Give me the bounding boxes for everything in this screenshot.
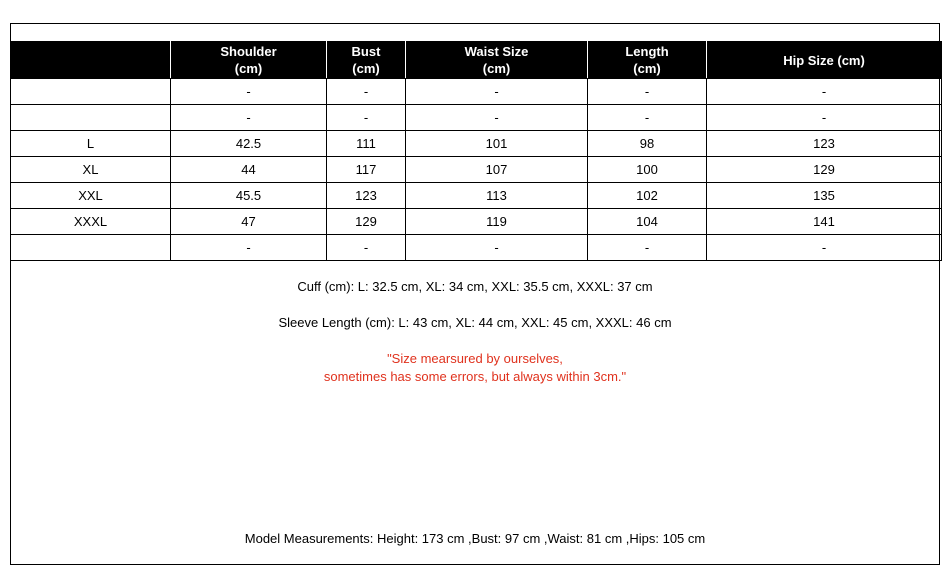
table-header-row — [11, 42, 942, 79]
cell-bust: - — [327, 79, 406, 105]
table-row — [11, 235, 942, 261]
cell-length: 100 — [588, 157, 707, 183]
cell-waist: 107 — [406, 157, 588, 183]
header-length: Length (cm) — [588, 42, 707, 79]
cell-shoulder: - — [171, 105, 327, 131]
cell-hip: 129 — [707, 157, 942, 183]
table-row — [11, 183, 942, 209]
header-size — [11, 42, 171, 79]
cell-size — [11, 105, 171, 131]
cell-bust: 117 — [327, 157, 406, 183]
cell-size: XL — [11, 157, 171, 183]
cell-length: 98 — [588, 131, 707, 157]
cell-size: XXXL — [11, 209, 171, 235]
cell-shoulder: 47 — [171, 209, 327, 235]
disclaimer-line-1: "Size mearsured by ourselves, — [387, 351, 563, 366]
cell-waist: 119 — [406, 209, 588, 235]
cell-hip: 141 — [707, 209, 942, 235]
model-measurements: Model Measurements: Height: 173 cm ,Bust: 97 cm ,Waist: 81 cm ,Hips: 105 cm — [244, 531, 706, 546]
cell-shoulder: 42.5 — [171, 131, 327, 157]
cell-waist: 101 — [406, 131, 588, 157]
cell-bust: 123 — [327, 183, 406, 209]
cell-waist: 113 — [406, 183, 588, 209]
cell-size — [11, 235, 171, 261]
header-shoulder: Shoulder (cm) — [171, 42, 327, 79]
table-row — [11, 157, 942, 183]
header-waist-size: Waist Size (cm) — [406, 42, 588, 79]
cell-bust: - — [327, 235, 406, 261]
table-row — [11, 79, 942, 105]
cell-size: L — [11, 131, 171, 157]
cell-size — [11, 79, 171, 105]
table-row — [11, 209, 942, 235]
measurement-disclaimer — [10, 350, 940, 386]
cell-length: 104 — [588, 209, 707, 235]
cell-waist: - — [406, 235, 588, 261]
cell-length: - — [588, 79, 707, 105]
sleeve-length-note: Sleeve Length (cm): L: 43 cm, XL: 44 cm, XXL: 45 cm, XXXL: 46 cm — [278, 315, 672, 330]
cell-bust: - — [327, 105, 406, 131]
cell-hip: 135 — [707, 183, 942, 209]
cell-hip: - — [707, 105, 942, 131]
cell-hip: - — [707, 235, 942, 261]
cell-bust: 111 — [327, 131, 406, 157]
cell-shoulder: - — [171, 79, 327, 105]
cell-length: 102 — [588, 183, 707, 209]
cell-waist: - — [406, 105, 588, 131]
cell-size: XXL — [11, 183, 171, 209]
cell-hip: 123 — [707, 131, 942, 157]
cell-waist: - — [406, 79, 588, 105]
cuff-note: Cuff (cm): L: 32.5 cm, XL: 34 cm, XXL: 35.5 cm, XXXL: 37 cm — [297, 279, 653, 294]
cell-length: - — [588, 105, 707, 131]
header-bust: Bust (cm) — [327, 42, 406, 79]
cell-shoulder: - — [171, 235, 327, 261]
cell-shoulder: 44 — [171, 157, 327, 183]
size-table — [10, 41, 942, 261]
header-hip-size: Hip Size (cm) — [707, 42, 942, 79]
cell-bust: 129 — [327, 209, 406, 235]
cell-length: - — [588, 235, 707, 261]
cell-hip: - — [707, 79, 942, 105]
cell-shoulder: 45.5 — [171, 183, 327, 209]
disclaimer-line-2: sometimes has some errors, but always within 3cm." — [323, 369, 627, 384]
table-row — [11, 131, 942, 157]
table-row — [11, 105, 942, 131]
